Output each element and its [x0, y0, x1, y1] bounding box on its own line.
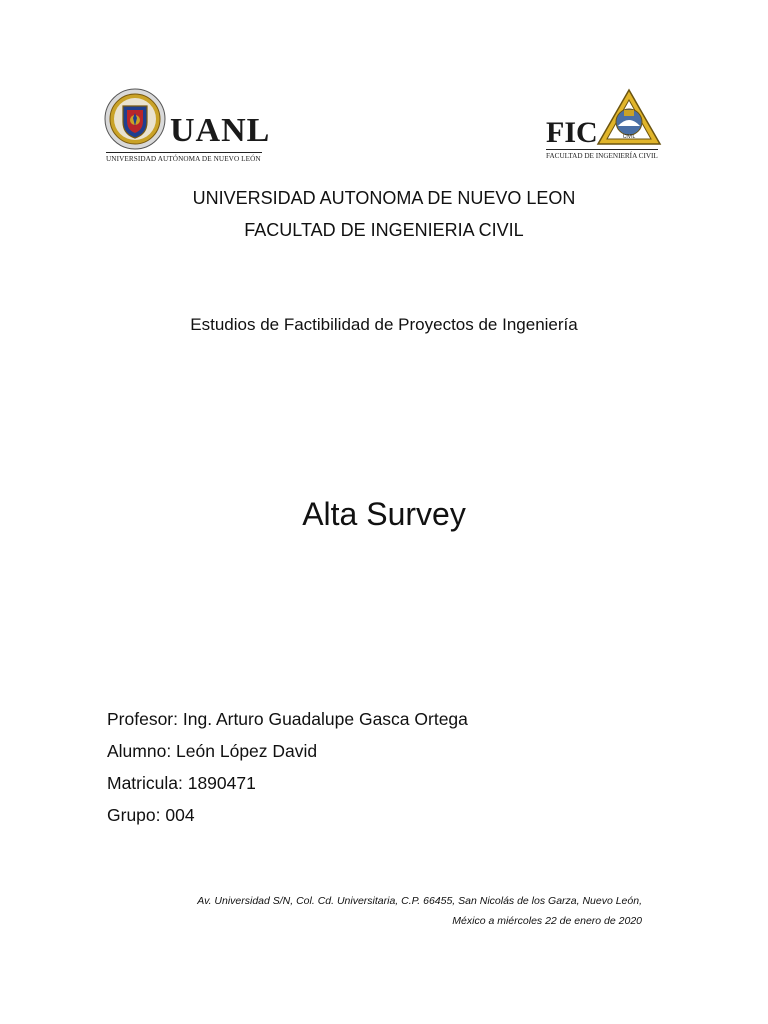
fic-emblem-icon — [596, 88, 662, 146]
university-name: UNIVERSIDAD AUTONOMA DE NUEVO LEON — [192, 188, 576, 208]
uanl-seal-icon — [104, 88, 166, 150]
professor-line: Profesor: Ing. Arturo Guadalupe Gasca Ortega — [107, 709, 468, 729]
faculty-name: FACULTAD DE INGENIERIA CIVIL — [244, 220, 524, 240]
matricula-line: Matricula: 1890471 — [107, 773, 256, 793]
group-line: Grupo: 004 — [107, 805, 195, 825]
student-line: Alumno: León López David — [107, 741, 318, 761]
fic-emblem-label: CIVIL — [622, 134, 636, 140]
uanl-wordmark: UANL — [170, 112, 271, 149]
document-title: Alta Survey — [302, 496, 466, 532]
course-name: Estudios de Factibilidad de Proyectos de Ingeniería — [190, 315, 578, 334]
uanl-logo — [104, 88, 274, 168]
fic-logo — [544, 88, 670, 168]
fic-subtitle: FACULTAD DE INGENIERÍA CIVIL — [546, 152, 658, 160]
date-line: México a miércoles 22 de enero de 2020 — [452, 915, 642, 927]
fic-divider — [546, 149, 658, 150]
fic-wordmark: FIC — [546, 116, 598, 149]
uanl-divider — [106, 152, 262, 153]
address-line: Av. Universidad S/N, Col. Cd. Universitaria, C.P. 66455, San Nicolás de los Garza, Nuevo León, — [197, 895, 642, 907]
uanl-subtitle: UNIVERSIDAD AUTÓNOMA DE NUEVO LEÓN — [106, 155, 261, 163]
